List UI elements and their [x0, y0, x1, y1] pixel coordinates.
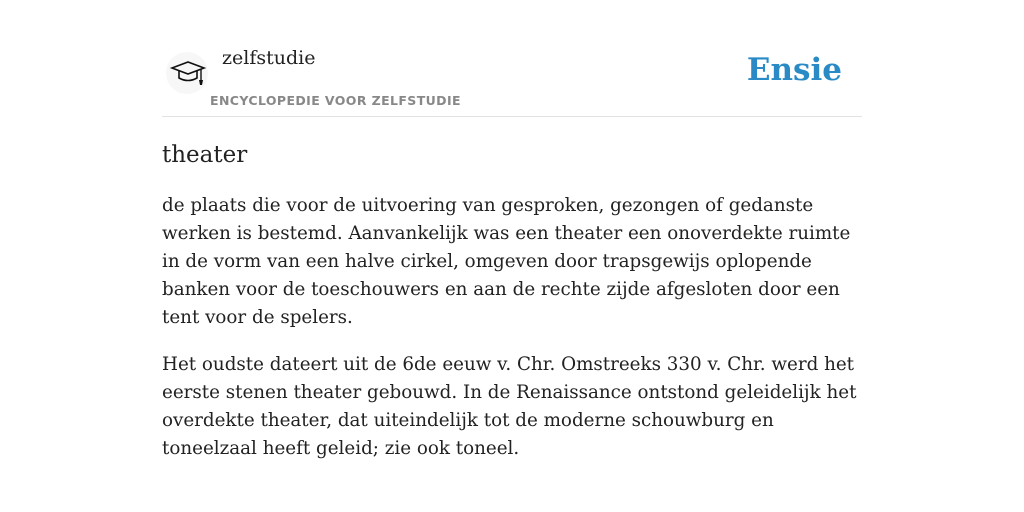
site-name-link[interactable]: zelfstudie	[222, 47, 316, 69]
site-header	[162, 38, 862, 117]
site-tagline: ENCYCLOPEDIE VOOR ZELFSTUDIE	[210, 93, 461, 108]
article-body	[162, 192, 862, 482]
article-title: theater	[162, 142, 248, 168]
article-paragraph: de plaats die voor de uitvoering van gesproken, gezongen of gedanste werken is bestemd. Aanvankelijk was een theater een onoverdekte ruimte in de vorm van een halve cirkel, omgeven door trapsgewijs oplopende banken voor de toeschouwers en aan de rechte zijde afgesloten door een tent voor de spelers.	[162, 195, 851, 328]
article-paragraph: Het oudste dateert uit de 6de eeuw v. Chr. Omstreeks 330 v. Chr. werd het eerste stenen theater gebouwd. In de Renaissance ontstond geleidelijk het overdekte theater, dat uiteindelijk tot de moderne schouwburg en toneelzaal heeft geleid; zie ook toneel.	[162, 354, 857, 459]
graduation-cap-icon[interactable]	[166, 52, 208, 94]
brand-logo-link[interactable]: Ensie	[746, 52, 842, 88]
